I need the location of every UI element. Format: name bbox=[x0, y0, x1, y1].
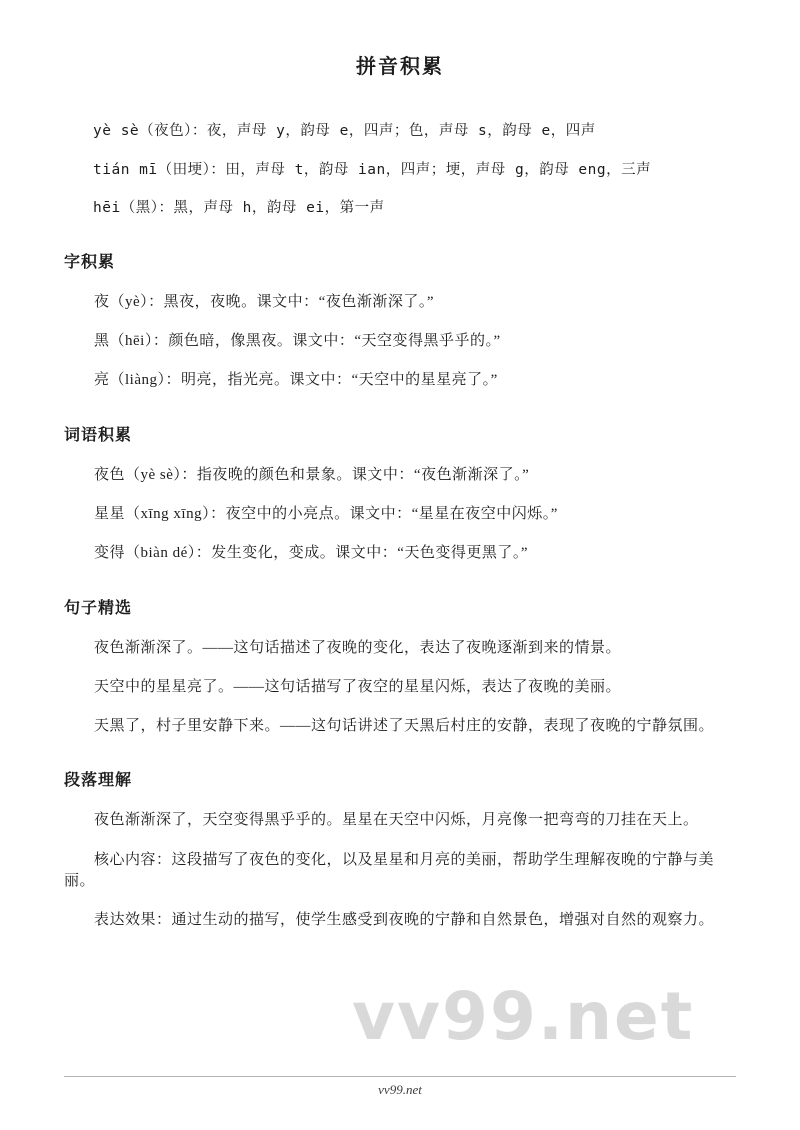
pinyin-line-3: hēi（黑）：黑，声母 h，韵母 ei，第一声 bbox=[93, 200, 385, 217]
footer-divider bbox=[64, 1076, 736, 1077]
ciyu-item-1: 夜色（yè sè）：指夜晚的颜色和景象。课文中：“夜色渐渐深了。” bbox=[94, 466, 530, 483]
footer-site-label: vv99.net bbox=[378, 1082, 422, 1097]
zi-item-3: 亮（liàng）：明亮，指光亮。课文中：“天空中的星星亮了。” bbox=[94, 372, 498, 389]
watermark-text: vv99.net bbox=[352, 978, 695, 1055]
duanluo-item-1: 夜色渐渐深了，天空变得黑乎乎的。星星在天空中闪烁，月亮像一把弯弯的刀挂在天上。 bbox=[94, 812, 699, 829]
section-heading-ciyu-jilei: 词语积累 bbox=[64, 426, 133, 444]
section-heading-duanluo-lijie: 段落理解 bbox=[64, 772, 133, 790]
juzi-item-3: 天黑了，村子里安静下来。——这句话讲述了天黑后村庄的安静，表现了夜晚的宁静氛围。 bbox=[94, 718, 715, 735]
section-heading-juzi-jingxuan: 句子精选 bbox=[64, 599, 133, 617]
juzi-item-1: 夜色渐渐深了。——这句话描述了夜晚的变化，表达了夜晚逐渐到来的情景。 bbox=[94, 639, 622, 656]
zi-item-1: 夜（yè）：黑夜，夜晚。课文中：“夜色渐渐深了。” bbox=[94, 293, 434, 310]
zi-item-2: 黑（hēi）：颜色暗，像黑夜。课文中：“天空变得黑乎乎的。” bbox=[94, 333, 501, 350]
ciyu-item-2: 星星（xīng xīng）：夜空中的小亮点。课文中：“星星在夜空中闪烁。” bbox=[94, 505, 558, 522]
duanluo-item-2: 核心内容：这段描写了夜色的变化，以及星星和月亮的美丽，帮助学生理解夜晚的宁静与美丽。 bbox=[64, 851, 715, 889]
juzi-item-2: 天空中的星星亮了。——这句话描写了夜空的星星闪烁，表达了夜晚的美丽。 bbox=[94, 678, 622, 695]
pinyin-line-2: tián mī（田埂）：田，声母 t，韵母 ian，四声；埂，声母 g，韵母 eng，三声 bbox=[93, 161, 652, 178]
section-heading-zi-jilei: 字积累 bbox=[64, 253, 116, 271]
pinyin-line-1: yè sè（夜色）：夜，声母 y，韵母 e，四声；色，声母 s，韵母 e，四声 bbox=[93, 123, 596, 139]
page-title: 拼音积累 bbox=[356, 56, 444, 78]
duanluo-item-3: 表达效果：通过生动的描写，使学生感受到夜晚的宁静和自然景色，增强对自然的观察力。 bbox=[94, 912, 715, 929]
ciyu-item-3: 变得（biàn dé）：发生变化，变成。课文中：“天色变得更黑了。” bbox=[94, 545, 529, 562]
